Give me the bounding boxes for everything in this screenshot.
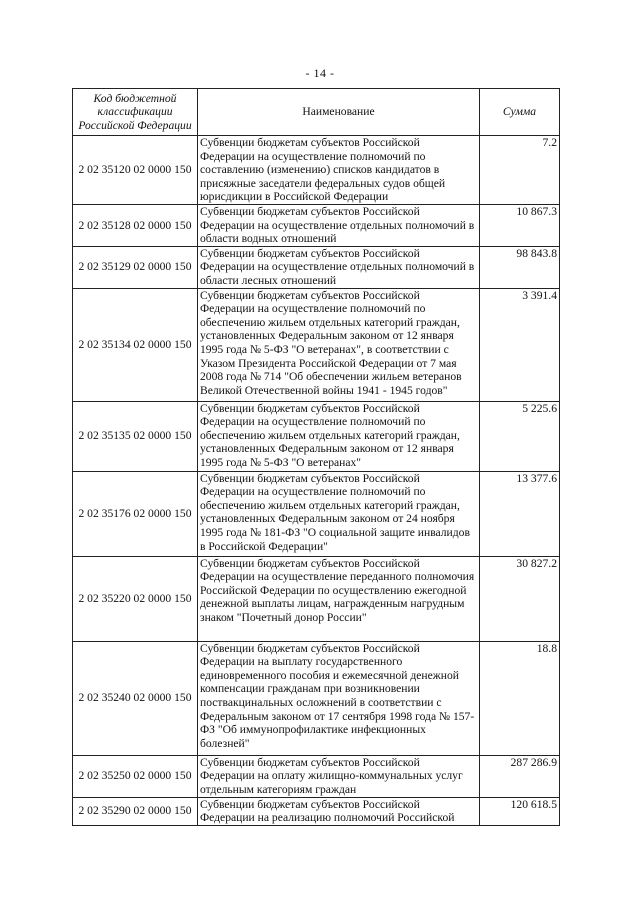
row-code: 2 02 35250 02 0000 150 [73, 755, 198, 797]
row-code: 2 02 35220 02 0000 150 [73, 556, 198, 641]
row-sum: 7.2 [480, 136, 560, 205]
row-name: Субвенции бюджетам субъектов Российской Федерации на оплату жилищно-коммунальных услуг отдельным категориям граждан [198, 755, 480, 797]
row-code: 2 02 35129 02 0000 150 [73, 246, 198, 288]
row-sum: 30 827.2 [480, 556, 560, 641]
row-code: 2 02 35176 02 0000 150 [73, 471, 198, 556]
row-sum: 18.8 [480, 641, 560, 755]
row-name: Субвенции бюджетам субъектов Российской Федерации на реализацию полномочий Российской [198, 797, 480, 825]
row-name: Субвенции бюджетам субъектов Российской Федерации на осуществление полномочий по обеспечению жильем отдельных категорий граждан, установленных Федеральным законом от 12 января 1995 года № 5-ФЗ "О ветеранах" [198, 401, 480, 471]
table-row [73, 288, 560, 401]
row-sum: 120 618.5 [480, 797, 560, 825]
row-code: 2 02 35128 02 0000 150 [73, 204, 198, 246]
row-sum: 98 843.8 [480, 246, 560, 288]
table-row [73, 246, 560, 288]
row-sum: 10 867.3 [480, 204, 560, 246]
table-row [73, 401, 560, 471]
row-name: Субвенции бюджетам субъектов Российской Федерации на осуществление полномочий по обеспечению жильем отдельных категорий граждан, установленных Федеральным законом от 24 ноября 1995 года № 181-ФЗ "О социальной защите инвалидов в Российской Федерации" [198, 471, 480, 556]
row-sum: 13 377.6 [480, 471, 560, 556]
row-code: 2 02 35120 02 0000 150 [73, 136, 198, 205]
table-row [73, 556, 560, 641]
row-code: 2 02 35135 02 0000 150 [73, 401, 198, 471]
table-row [73, 797, 560, 825]
table-row [73, 204, 560, 246]
row-name: Субвенции бюджетам субъектов Российской Федерации на осуществление отдельных полномочий в области водных отношений [198, 204, 480, 246]
page-number: - 14 - [305, 66, 335, 80]
budget-classification-table [72, 88, 560, 826]
row-sum: 5 225.6 [480, 401, 560, 471]
header-code: Код бюджетной классификации Российской Федерации [73, 89, 198, 136]
table-row [73, 136, 560, 205]
row-name: Субвенции бюджетам субъектов Российской Федерации на осуществление полномочий по обеспечению жильем отдельных категорий граждан, установленных Федеральным законом от 12 января 1995 года № 5-ФЗ "О ветеранах", в соответствии с Указом Президента Российской Федерации от 7 мая 2008 года № 714 "Об обеспечении жильем ветеранов Великой Отечественной войны 1941 - 1945 годов" [198, 288, 480, 401]
row-name: Субвенции бюджетам субъектов Российской Федерации на осуществление полномочий по составлению (изменению) списков кандидатов в присяжные заседатели федеральных судов общей юрисдикции в Российской Федерации [198, 136, 480, 205]
table-row [73, 641, 560, 755]
table-header-row [73, 89, 560, 136]
row-sum: 3 391.4 [480, 288, 560, 401]
row-code: 2 02 35240 02 0000 150 [73, 641, 198, 755]
row-name: Субвенции бюджетам субъектов Российской Федерации на осуществление отдельных полномочий в области лесных отношений [198, 246, 480, 288]
header-sum: Сумма [480, 89, 560, 136]
row-sum: 287 286.9 [480, 755, 560, 797]
row-name: Субвенции бюджетам субъектов Российской Федерации на осуществление переданного полномочия Российской Федерации по осуществлению ежегодной денежной выплаты лицам, награжденным нагрудным знаком "Почетный донор России" [198, 556, 480, 641]
row-code: 2 02 35134 02 0000 150 [73, 288, 198, 401]
row-code: 2 02 35290 02 0000 150 [73, 797, 198, 825]
header-name: Наименование [198, 89, 480, 136]
table-row [73, 471, 560, 556]
row-name: Субвенции бюджетам субъектов Российской Федерации на выплату государственного единовременного пособия и ежемесячной денежной компенсации гражданам при возникновении поствакцинальных осложнений в соответствии с Федеральным законом от 17 сентября 1998 года № 157-ФЗ "Об иммунопрофилактике инфекционных болезней" [198, 641, 480, 755]
table-row [73, 755, 560, 797]
